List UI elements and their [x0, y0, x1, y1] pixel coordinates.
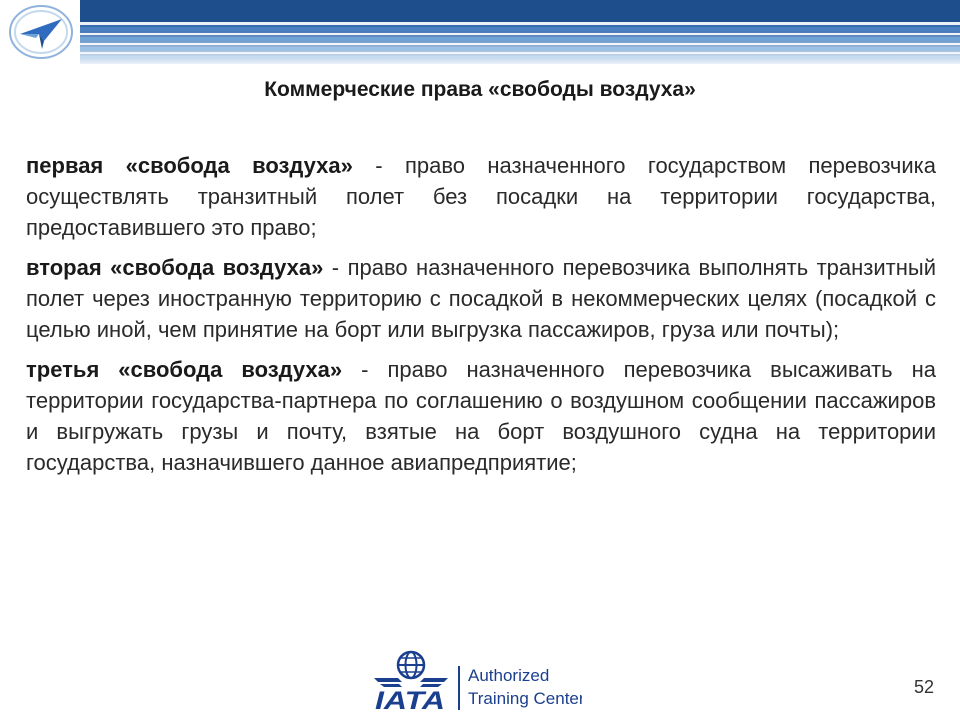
header-band — [0, 0, 960, 64]
definition-first-freedom: - право назначенного государством перевозчика осуществлять транзитный полет без посадки на территории государства, предоставившего это право; — [26, 153, 937, 240]
plane-emblem-icon — [6, 3, 76, 61]
footer-tagline-line2: Training Center — [468, 689, 582, 708]
iata-footer-logo — [372, 648, 582, 712]
term-first-freedom: первая «свобода воздуха» — [26, 153, 353, 178]
term-third-freedom: третья «свобода воздуха» — [26, 357, 343, 382]
paragraph-second-freedom — [26, 252, 936, 345]
content-body — [26, 150, 936, 487]
iata-globe-icon — [374, 652, 448, 687]
paragraph-first-freedom — [26, 150, 936, 243]
definition-third-freedom: - право назначенного перевозчика высаживать на территории государства-партнера по соглашению о воздушном сообщении пассажиров и выгружать грузы и почту, взятые на борт воздушного судна на территории государства, назначившего данное авиапредприятие; — [26, 357, 936, 475]
term-second-freedom: вторая «свобода воздуха» — [26, 255, 324, 280]
page-number: 52 — [913, 677, 935, 697]
paragraph-third-freedom — [26, 354, 936, 478]
slide-title: Коммерческие права «свободы воздуха» — [264, 78, 696, 101]
footer-tagline-line1: Authorized — [468, 666, 550, 685]
iata-wordmark: IATA — [375, 687, 445, 712]
definition-second-freedom: - право назначенного перевозчика выполнять транзитный полет через иностранную территорию с посадкой в некоммерческих целях (посадкой с целью иной, чем принятие на борт или выгрузка пассажиров, груза или почты); — [26, 255, 936, 342]
